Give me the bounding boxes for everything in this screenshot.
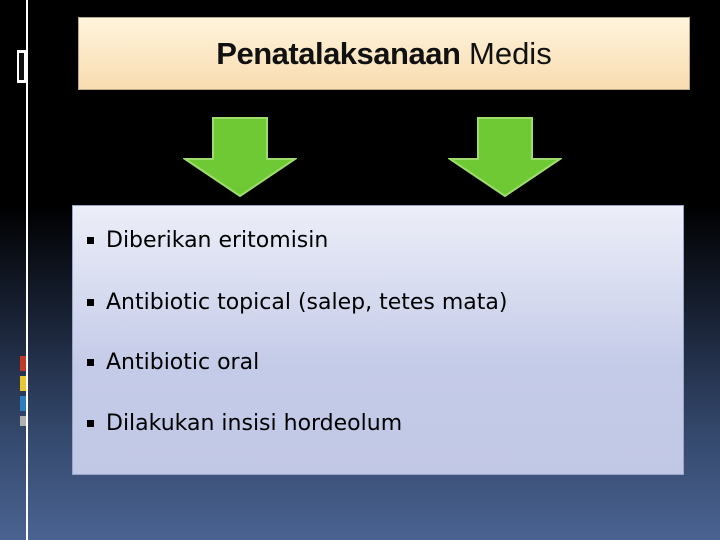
content-box [72, 205, 684, 475]
bullet-text: Dilakukan insisi hordeolum [106, 411, 403, 436]
bullet-square-icon [87, 420, 94, 427]
bullet-item [87, 228, 328, 253]
bullet-text: Diberikan eritomisin [106, 228, 329, 253]
left-decor-block [17, 50, 26, 83]
bullet-item [87, 411, 402, 436]
accent-yellow [20, 376, 26, 391]
down-arrow-right-icon [448, 117, 562, 197]
bullet-square-icon [87, 359, 94, 366]
slide-title [216, 36, 551, 72]
down-arrow-left-icon [183, 117, 297, 197]
bullet-item [87, 350, 259, 375]
accent-blue [20, 396, 26, 411]
bullet-text: Antibiotic oral [106, 350, 260, 375]
left-vertical-line [26, 0, 28, 540]
accent-gray [20, 416, 26, 426]
bullet-text: Antibiotic topical (salep, tetes mata) [106, 290, 508, 315]
accent-red [20, 356, 26, 371]
bullet-square-icon [87, 299, 94, 306]
title-box [78, 17, 690, 90]
bullet-item [87, 290, 507, 315]
title-bold: Penatalaksanaan [216, 35, 461, 71]
bullet-square-icon [87, 237, 94, 244]
title-rest: Medis [460, 35, 552, 71]
